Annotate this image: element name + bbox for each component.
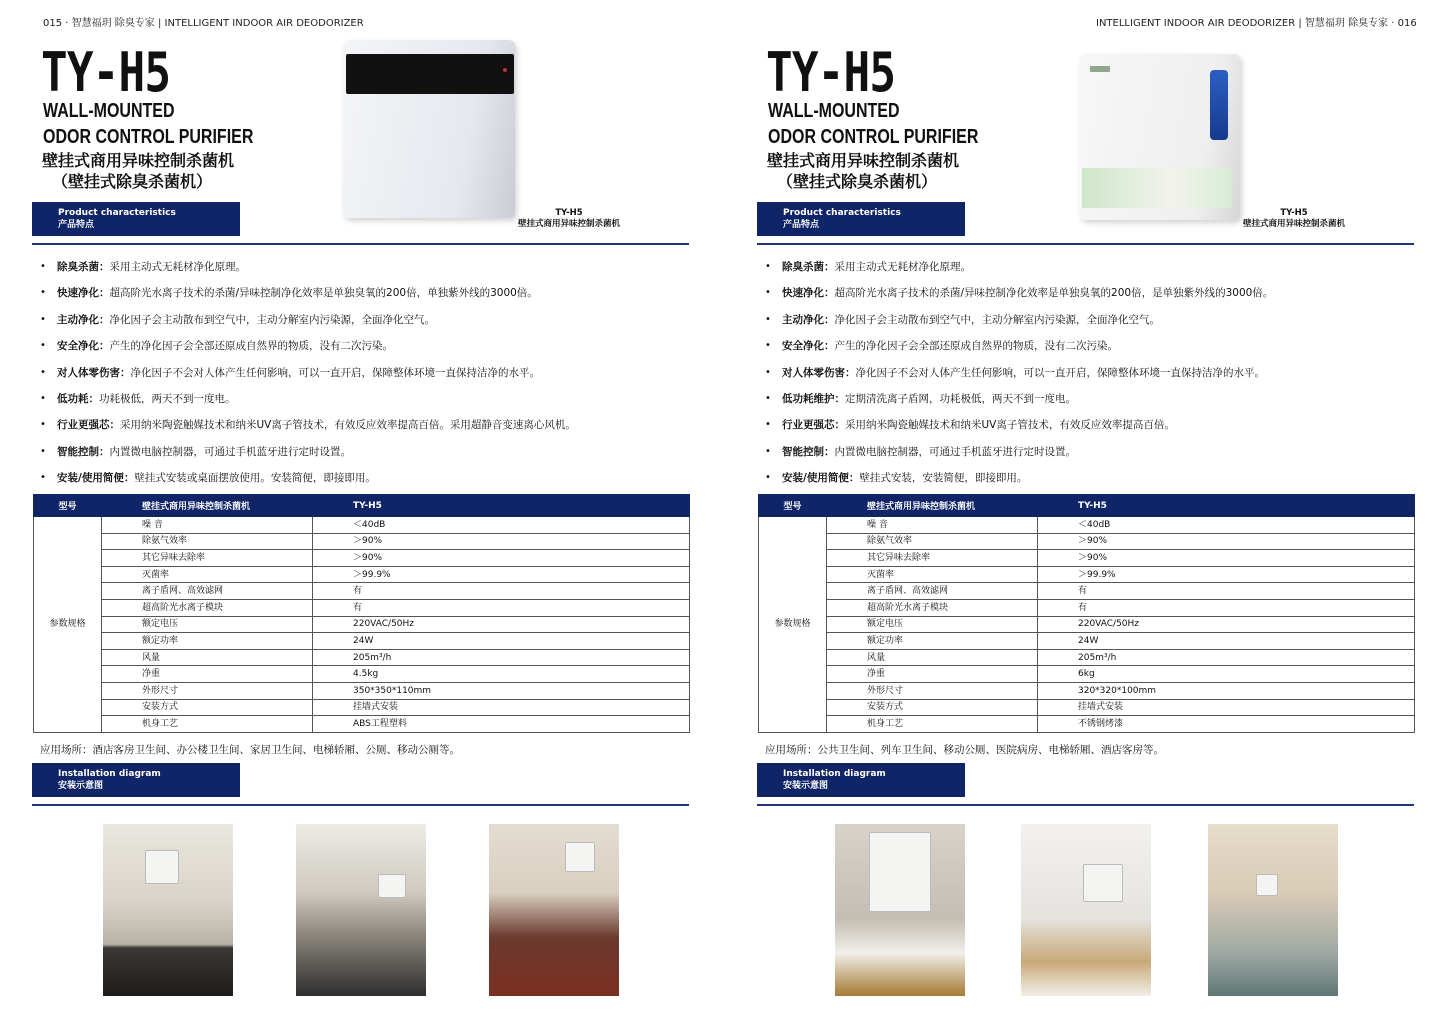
- section-product-characteristics: [32, 202, 240, 236]
- table-row: 外形尺寸 320*320*100mm: [759, 682, 1415, 699]
- table-row: 参数规格 噪 音 ＜40dB: [759, 517, 1415, 534]
- title-cn-line2: （壁挂式除臭杀菌机）: [777, 172, 938, 191]
- installation-photo-2: [1021, 824, 1151, 996]
- caption-name: 壁挂式商用异味控制杀菌机: [517, 219, 620, 229]
- feature-list: [40, 259, 700, 497]
- title-cn-line2: （壁挂式除臭杀菌机）: [52, 172, 213, 191]
- caption-model: TY-H5: [555, 208, 583, 218]
- header-model-label: 型号: [759, 495, 827, 517]
- table-row: 外形尺寸 350*350*110mm: [34, 682, 690, 699]
- table-row: 其它异味去除率 ＞90%: [759, 550, 1415, 567]
- table-row: 额定功率 24W: [759, 633, 1415, 650]
- title-en-line1: WALL-MOUNTED: [768, 100, 900, 122]
- section-title-en: Installation diagram: [783, 769, 886, 779]
- spec-header-row: [759, 495, 1415, 517]
- feature-item: • 安装/使用简便：壁挂式安装或桌面摆放使用。安装简便，即接即用。: [40, 470, 700, 496]
- spec-table: [758, 494, 1415, 733]
- feature-item: • 主动净化：净化因子会主动散布到空气中，主动分解室内污染源，全面净化空气。: [765, 312, 1425, 338]
- feature-item: • 安全净化：产生的净化因子会全部还原成自然界的物质，没有二次污染。: [765, 338, 1425, 364]
- table-row: 安装方式 挂墙式安装: [759, 699, 1415, 716]
- table-row: 离子盾网、高效滤网 有: [759, 583, 1415, 600]
- section-divider: [32, 243, 689, 245]
- usage-scenarios: 应用场所：公共卫生间、列车卫生间、移动公厕、医院病房、电梯轿厢、酒店客房等。: [765, 744, 1164, 756]
- table-row: 额定功率 24W: [34, 633, 690, 650]
- section-title-cn: 产品特点: [783, 220, 820, 230]
- table-row: 额定电压 220VAC/50Hz: [34, 616, 690, 633]
- feature-item: • 除臭杀菌：采用主动式无耗材净化原理。: [40, 259, 700, 285]
- installation-photo-3: [1208, 824, 1338, 996]
- section-title-cn: 安装示意图: [58, 781, 104, 791]
- feature-item: • 安全净化：产生的净化因子会全部还原成自然界的物质，没有二次污染。: [40, 338, 700, 364]
- section-installation-diagram: [757, 763, 965, 797]
- table-row: 机身工艺 ABS工程塑料: [34, 716, 690, 733]
- title-en-line1: WALL-MOUNTED: [43, 100, 175, 122]
- table-row: 额定电压 220VAC/50Hz: [759, 616, 1415, 633]
- spec-table: [33, 494, 690, 733]
- installation-photo-1: [835, 824, 965, 996]
- feature-item: • 主动净化：净化因子会主动散布到空气中，主动分解室内污染源，全面净化空气。: [40, 312, 700, 338]
- usage-scenarios: 应用场所：酒店客房卫生间、办公楼卫生间、家居卫生间、电梯轿厢、公厕、移动公厕等。: [40, 744, 460, 756]
- section-product-characteristics: [757, 202, 965, 236]
- table-row: 灭菌率 ＞99.9%: [759, 566, 1415, 583]
- section-title-en: Installation diagram: [58, 769, 161, 779]
- table-row: 离子盾网、高效滤网 有: [34, 583, 690, 600]
- section-title-cn: 安装示意图: [783, 781, 829, 791]
- section-title-en: Product characteristics: [783, 208, 901, 218]
- section-divider: [757, 804, 1414, 806]
- page-header: 015 · 智慧福玥 除臭专家 | INTELLIGENT INDOOR AIR DEODORIZER: [43, 18, 364, 29]
- page-header: INTELLIGENT INDOOR AIR DEODORIZER | 智慧福玥 除臭专家 · 016: [1096, 18, 1417, 29]
- section-title-cn: 产品特点: [58, 220, 95, 230]
- header-model-value: TY-H5: [313, 495, 690, 517]
- section-divider: [32, 804, 689, 806]
- table-row: 超高阶光水离子模块 有: [34, 599, 690, 616]
- title-cn-line1: 壁挂式商用异味控制杀菌机: [767, 151, 960, 170]
- table-row: 除氨气效率 ＞90%: [759, 533, 1415, 550]
- feature-item: • 除臭杀菌：采用主动式无耗材净化原理。: [765, 259, 1425, 285]
- feature-item: • 智能控制：内置微电脑控制器，可通过手机蓝牙进行定时设置。: [765, 444, 1425, 470]
- installation-photo-3: [489, 824, 619, 996]
- caption-model: TY-H5: [1280, 208, 1308, 218]
- spec-group-label: 参数规格: [34, 517, 102, 733]
- model-title: TY-H5: [41, 41, 171, 104]
- feature-item: • 行业更强芯：采用纳米陶瓷触媒技术和纳米UV离子管技术，有效反应效率提高百倍。: [765, 417, 1425, 443]
- product-caption: [506, 208, 632, 230]
- table-row: 风量 205m³/h: [34, 649, 690, 666]
- title-cn-line1: 壁挂式商用异味控制杀菌机: [42, 151, 235, 170]
- spec-header-row: [34, 495, 690, 517]
- header-product-name: 壁挂式商用异味控制杀菌机: [102, 495, 313, 517]
- caption-name: 壁挂式商用异味控制杀菌机: [1242, 219, 1345, 229]
- product-image-decorated-unit: [1080, 54, 1240, 220]
- feature-item: • 对人体零伤害：净化因子不会对人体产生任何影响，可以一直开启，保障整体环境一直保持洁净的水平。: [765, 365, 1425, 391]
- feature-item: • 低功耗维护：定期清洗离子盾网，功耗极低，两天不到一度电。: [765, 391, 1425, 417]
- installation-photo-2: [296, 824, 426, 996]
- title-en-line2: ODOR CONTROL PURIFIER: [43, 126, 254, 148]
- feature-item: • 智能控制：内置微电脑控制器，可通过手机蓝牙进行定时设置。: [40, 444, 700, 470]
- product-image-white-unit: [343, 40, 515, 218]
- installation-photo-1: [103, 824, 233, 996]
- table-row: 净重 4.5kg: [34, 666, 690, 683]
- section-installation-diagram: [32, 763, 240, 797]
- section-title-en: Product characteristics: [58, 208, 176, 218]
- header-product-name: 壁挂式商用异味控制杀菌机: [827, 495, 1038, 517]
- table-row: 净重 6kg: [759, 666, 1415, 683]
- table-row: 风量 205m³/h: [759, 649, 1415, 666]
- table-row: 除氨气效率 ＞90%: [34, 533, 690, 550]
- section-divider: [757, 243, 1414, 245]
- product-caption: [1231, 208, 1357, 230]
- table-row: 机身工艺 不锈钢烤漆: [759, 716, 1415, 733]
- model-title: TY-H5: [766, 41, 896, 104]
- feature-item: • 行业更强芯：采用纳米陶瓷触媒技术和纳米UV离子管技术，有效反应效率提高百倍。采用超静音变速离心风机。: [40, 417, 700, 443]
- header-model-label: 型号: [34, 495, 102, 517]
- feature-item: • 低功耗：功耗极低，两天不到一度电。: [40, 391, 700, 417]
- feature-item: • 快速净化：超高阶光水离子技术的杀菌/异味控制净化效率是单独臭氧的200倍，是单独紫外线的3000倍。: [765, 285, 1425, 311]
- title-en-line2: ODOR CONTROL PURIFIER: [768, 126, 979, 148]
- feature-list: [765, 259, 1425, 497]
- table-row: 灭菌率 ＞99.9%: [34, 566, 690, 583]
- feature-item: • 安装/使用简便：壁挂式安装，安装简便，即接即用。: [765, 470, 1425, 496]
- header-model-value: TY-H5: [1038, 495, 1415, 517]
- table-row: 参数规格 噪 音 ＜40dB: [34, 517, 690, 534]
- table-row: 其它异味去除率 ＞90%: [34, 550, 690, 567]
- table-row: 超高阶光水离子模块 有: [759, 599, 1415, 616]
- feature-item: • 对人体零伤害：净化因子不会对人体产生任何影响，可以一直开启，保障整体环境一直保持洁净的水平。: [40, 365, 700, 391]
- table-row: 安装方式 挂墙式安装: [34, 699, 690, 716]
- feature-item: • 快速净化：超高阶光水离子技术的杀菌/异味控制净化效率是单独臭氧的200倍，单独紫外线的3000倍。: [40, 285, 700, 311]
- right-page: [725, 0, 1450, 1025]
- spec-group-label: 参数规格: [759, 517, 827, 733]
